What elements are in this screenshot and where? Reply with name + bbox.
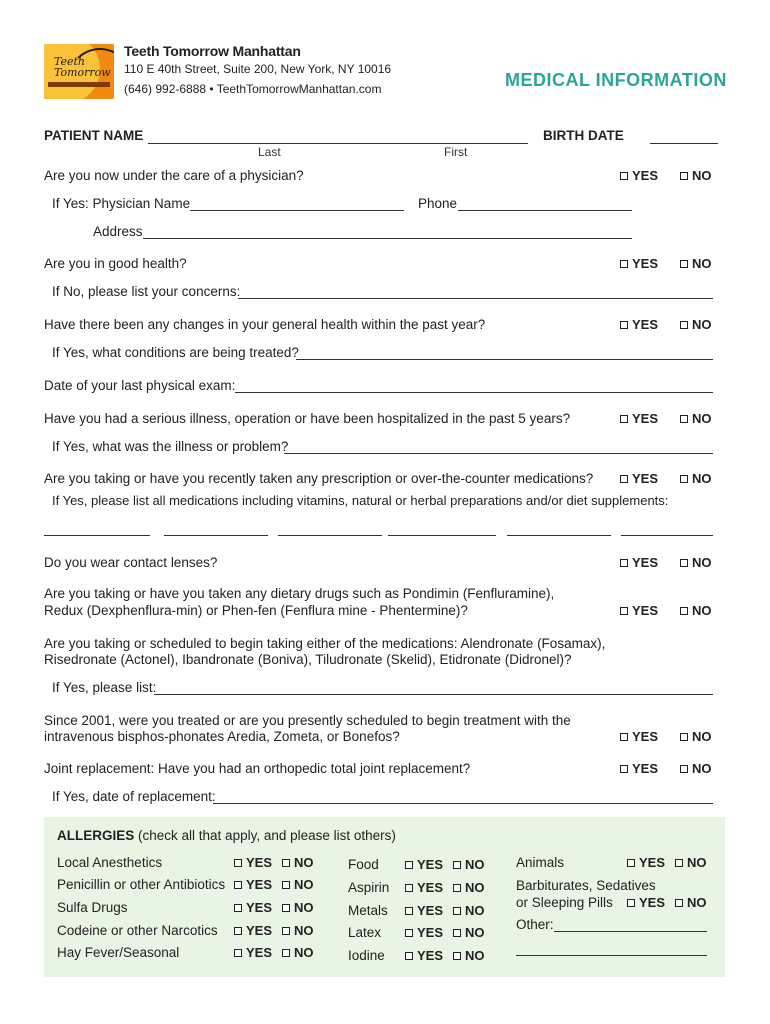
medication-field-6[interactable] bbox=[621, 535, 713, 536]
joint-replacement-no[interactable]: NO bbox=[680, 761, 712, 776]
checkbox-icon bbox=[680, 415, 688, 423]
aspirin-yes[interactable]: YES bbox=[405, 880, 443, 895]
checkbox-icon bbox=[405, 952, 413, 960]
health-changes-no[interactable]: NO bbox=[680, 317, 712, 332]
logo-text: Teeth Tomorrow bbox=[54, 55, 111, 79]
illness-field[interactable] bbox=[284, 453, 713, 454]
company-contact: (646) 992-6888 • TeethTomorrowManhattan.com bbox=[124, 82, 382, 96]
barbiturates-no[interactable]: NO bbox=[675, 895, 707, 910]
checkbox-icon bbox=[620, 607, 628, 615]
medication-field-4[interactable] bbox=[388, 535, 496, 536]
allergy-label: or Sleeping Pills bbox=[516, 895, 613, 910]
dietary-drugs-yes[interactable]: YES bbox=[620, 603, 658, 618]
checkbox-icon bbox=[680, 172, 688, 180]
last-exam-field[interactable] bbox=[235, 392, 713, 393]
metals-yes[interactable]: YES bbox=[405, 903, 443, 918]
allergy-label: Penicillin or other Antibiotics bbox=[57, 877, 226, 892]
checkbox-icon bbox=[453, 884, 461, 892]
patient-name-field[interactable] bbox=[148, 143, 528, 144]
checkbox-icon bbox=[680, 559, 688, 567]
illness-label: If Yes, what was the illness or problem? bbox=[52, 439, 289, 454]
physician-address-label: Address bbox=[93, 224, 143, 239]
physician-phone-label: Phone bbox=[418, 196, 458, 211]
contact-lenses-no[interactable]: NO bbox=[680, 555, 712, 570]
allergy-other-field-2[interactable] bbox=[516, 955, 707, 956]
joint-replacement-yes[interactable]: YES bbox=[620, 761, 658, 776]
iv-bisphosphonates-yes[interactable]: YES bbox=[620, 729, 658, 744]
checkbox-icon bbox=[234, 881, 242, 889]
medication-field-2[interactable] bbox=[164, 535, 268, 536]
allergy-other-label: Other: bbox=[516, 917, 554, 932]
birth-date-label: BIRTH DATE bbox=[543, 128, 624, 143]
serious-illness-yes[interactable]: YES bbox=[620, 411, 658, 426]
conditions-field[interactable] bbox=[296, 359, 713, 360]
question-dietary-drugs-line1: Are you taking or have you taken any dietary drugs such as Pondimin (Fenfluramine), bbox=[44, 586, 555, 601]
good-health-no[interactable]: NO bbox=[680, 256, 712, 271]
barbiturates-yes[interactable]: YES bbox=[627, 895, 665, 910]
checkbox-icon bbox=[282, 949, 290, 957]
checkbox-icon bbox=[620, 172, 628, 180]
checkbox-icon bbox=[620, 260, 628, 268]
patient-name-label: PATIENT NAME bbox=[44, 128, 144, 143]
checkbox-icon bbox=[620, 733, 628, 741]
medications-list-label: If Yes, please list all medications including vitamins, natural or herbal preparations and/or diet supplements: bbox=[52, 493, 669, 508]
medication-field-3[interactable] bbox=[278, 535, 382, 536]
checkbox-icon bbox=[680, 765, 688, 773]
antibiotics-yes[interactable]: YES bbox=[234, 877, 272, 892]
checkbox-icon bbox=[453, 929, 461, 937]
question-joint-replacement: Joint replacement: Have you had an orthopedic total joint replacement? bbox=[44, 761, 471, 776]
animals-yes[interactable]: YES bbox=[627, 855, 665, 870]
concerns-field[interactable] bbox=[238, 298, 713, 299]
checkbox-icon bbox=[675, 859, 683, 867]
checkbox-icon bbox=[675, 899, 683, 907]
concerns-label: If No, please list your concerns: bbox=[52, 284, 241, 299]
metals-no[interactable]: NO bbox=[453, 903, 485, 918]
antibiotics-no[interactable]: NO bbox=[282, 877, 314, 892]
aspirin-no[interactable]: NO bbox=[453, 880, 485, 895]
checkbox-icon bbox=[234, 927, 242, 935]
checkbox-icon bbox=[620, 765, 628, 773]
checkbox-icon bbox=[453, 861, 461, 869]
company-logo bbox=[44, 44, 114, 99]
allergies-heading: ALLERGIES (check all that apply, and please list others) bbox=[57, 828, 396, 843]
checkbox-icon bbox=[680, 733, 688, 741]
iodine-yes[interactable]: YES bbox=[405, 948, 443, 963]
iodine-no[interactable]: NO bbox=[453, 948, 485, 963]
checkbox-icon bbox=[680, 475, 688, 483]
animals-no[interactable]: NO bbox=[675, 855, 707, 870]
conditions-label: If Yes, what conditions are being treated? bbox=[52, 345, 299, 360]
contact-lenses-yes[interactable]: YES bbox=[620, 555, 658, 570]
checkbox-icon bbox=[620, 321, 628, 329]
question-medications: Are you taking or have you recently taken any prescription or over-the-counter medications? bbox=[44, 471, 594, 486]
checkbox-icon bbox=[282, 904, 290, 912]
checkbox-icon bbox=[627, 899, 635, 907]
checkbox-icon bbox=[282, 859, 290, 867]
latex-no[interactable]: NO bbox=[453, 925, 485, 940]
medications-no[interactable]: NO bbox=[680, 471, 712, 486]
codeine-yes[interactable]: YES bbox=[234, 923, 272, 938]
sulfa-drugs-yes[interactable]: YES bbox=[234, 900, 272, 915]
allergy-label: Animals bbox=[516, 855, 565, 870]
checkbox-icon bbox=[627, 859, 635, 867]
question-bisphosphonates-line1: Are you taking or scheduled to begin taking either of the medications: Alendronate (Fosamax), bbox=[44, 636, 606, 651]
checkbox-icon bbox=[680, 321, 688, 329]
question-dietary-drugs-line2: Redux (Dexphenflura-min) or Phen-fen (Fenflura mine - Phentermine)? bbox=[44, 603, 468, 618]
question-iv-bisphosphonates-line1: Since 2001, were you treated or are you presently scheduled to begin treatment with the bbox=[44, 713, 571, 728]
replacement-date-label: If Yes, date of replacement: bbox=[52, 789, 216, 804]
checkbox-icon bbox=[453, 952, 461, 960]
checkbox-icon bbox=[234, 949, 242, 957]
checkbox-icon bbox=[405, 907, 413, 915]
allergy-label: Aspirin bbox=[348, 880, 390, 895]
checkbox-icon bbox=[453, 907, 461, 915]
good-health-yes[interactable]: YES bbox=[620, 256, 658, 271]
checkbox-icon bbox=[620, 475, 628, 483]
physician-phone-field[interactable] bbox=[458, 210, 632, 211]
first-name-label: First bbox=[444, 145, 468, 159]
serious-illness-no[interactable]: NO bbox=[680, 411, 712, 426]
physician-care-no[interactable]: NO bbox=[680, 168, 712, 183]
allergy-label: Codeine or other Narcotics bbox=[57, 923, 218, 938]
allergy-label: Barbiturates, Sedatives bbox=[516, 878, 656, 893]
question-iv-bisphosphonates-line2: intravenous bisphos-phonates Aredia, Zometa, or Bonefos? bbox=[44, 729, 400, 744]
physician-name-label: If Yes: Physician Name bbox=[52, 196, 191, 211]
local-anesthetics-no[interactable]: NO bbox=[282, 855, 314, 870]
hay-fever-no[interactable]: NO bbox=[282, 945, 314, 960]
dietary-drugs-no[interactable]: NO bbox=[680, 603, 712, 618]
checkbox-icon bbox=[234, 904, 242, 912]
local-anesthetics-yes[interactable]: YES bbox=[234, 855, 272, 870]
checkbox-icon bbox=[405, 929, 413, 937]
question-good-health: Are you in good health? bbox=[44, 256, 187, 271]
physician-address-field[interactable] bbox=[143, 238, 632, 239]
checkbox-icon bbox=[282, 927, 290, 935]
checkbox-icon bbox=[620, 415, 628, 423]
medication-field-1[interactable] bbox=[44, 535, 150, 536]
allergy-label: Metals bbox=[348, 903, 388, 918]
birth-date-field[interactable] bbox=[650, 143, 718, 144]
question-bisphosphonates-line2: Risedronate (Actonel), Ibandronate (Boniva), Tiludronate (Skelid), Etidronate (Didronel)? bbox=[44, 652, 572, 667]
checkbox-icon bbox=[234, 859, 242, 867]
checkbox-icon bbox=[680, 607, 688, 615]
last-exam-label: Date of your last physical exam: bbox=[44, 378, 236, 393]
company-name: Teeth Tomorrow Manhattan bbox=[124, 43, 301, 59]
physician-care-yes[interactable]: YES bbox=[620, 168, 658, 183]
checkbox-icon bbox=[405, 861, 413, 869]
checkbox-icon bbox=[282, 881, 290, 889]
page-title: MEDICAL INFORMATION bbox=[505, 70, 727, 90]
checkbox-icon bbox=[620, 559, 628, 567]
allergy-other-field-1[interactable] bbox=[554, 931, 707, 932]
checkbox-icon bbox=[680, 260, 688, 268]
replacement-date-field[interactable] bbox=[213, 803, 713, 804]
allergy-label: Latex bbox=[348, 925, 382, 940]
checkbox-icon bbox=[405, 884, 413, 892]
food-yes[interactable]: YES bbox=[405, 857, 443, 872]
question-serious-illness: Have you had a serious illness, operation or have been hospitalized in the past 5 years? bbox=[44, 411, 571, 426]
physician-name-field[interactable] bbox=[190, 210, 404, 211]
allergy-label: Iodine bbox=[348, 948, 385, 963]
latex-yes[interactable]: YES bbox=[405, 925, 443, 940]
medications-yes[interactable]: YES bbox=[620, 471, 658, 486]
food-no[interactable]: NO bbox=[453, 857, 485, 872]
question-health-changes: Have there been any changes in your general health within the past year? bbox=[44, 317, 486, 332]
codeine-no[interactable]: NO bbox=[282, 923, 314, 938]
last-name-label: Last bbox=[258, 145, 281, 159]
bisphosphonates-list-label: If Yes, please list: bbox=[52, 680, 157, 695]
hay-fever-yes[interactable]: YES bbox=[234, 945, 272, 960]
allergy-label: Local Anesthetics bbox=[57, 855, 163, 870]
iv-bisphosphonates-no[interactable]: NO bbox=[680, 729, 712, 744]
sulfa-drugs-no[interactable]: NO bbox=[282, 900, 314, 915]
company-address: 110 E 40th Street, Suite 200, New York, NY 10016 bbox=[124, 62, 392, 76]
medication-field-5[interactable] bbox=[507, 535, 611, 536]
allergy-label: Sulfa Drugs bbox=[57, 900, 128, 915]
health-changes-yes[interactable]: YES bbox=[620, 317, 658, 332]
question-physician-care: Are you now under the care of a physician? bbox=[44, 168, 304, 183]
bisphosphonates-list-field[interactable] bbox=[154, 694, 713, 695]
question-contact-lenses: Do you wear contact lenses? bbox=[44, 555, 218, 570]
allergy-label: Hay Fever/Seasonal bbox=[57, 945, 180, 960]
allergy-label: Food bbox=[348, 857, 379, 872]
